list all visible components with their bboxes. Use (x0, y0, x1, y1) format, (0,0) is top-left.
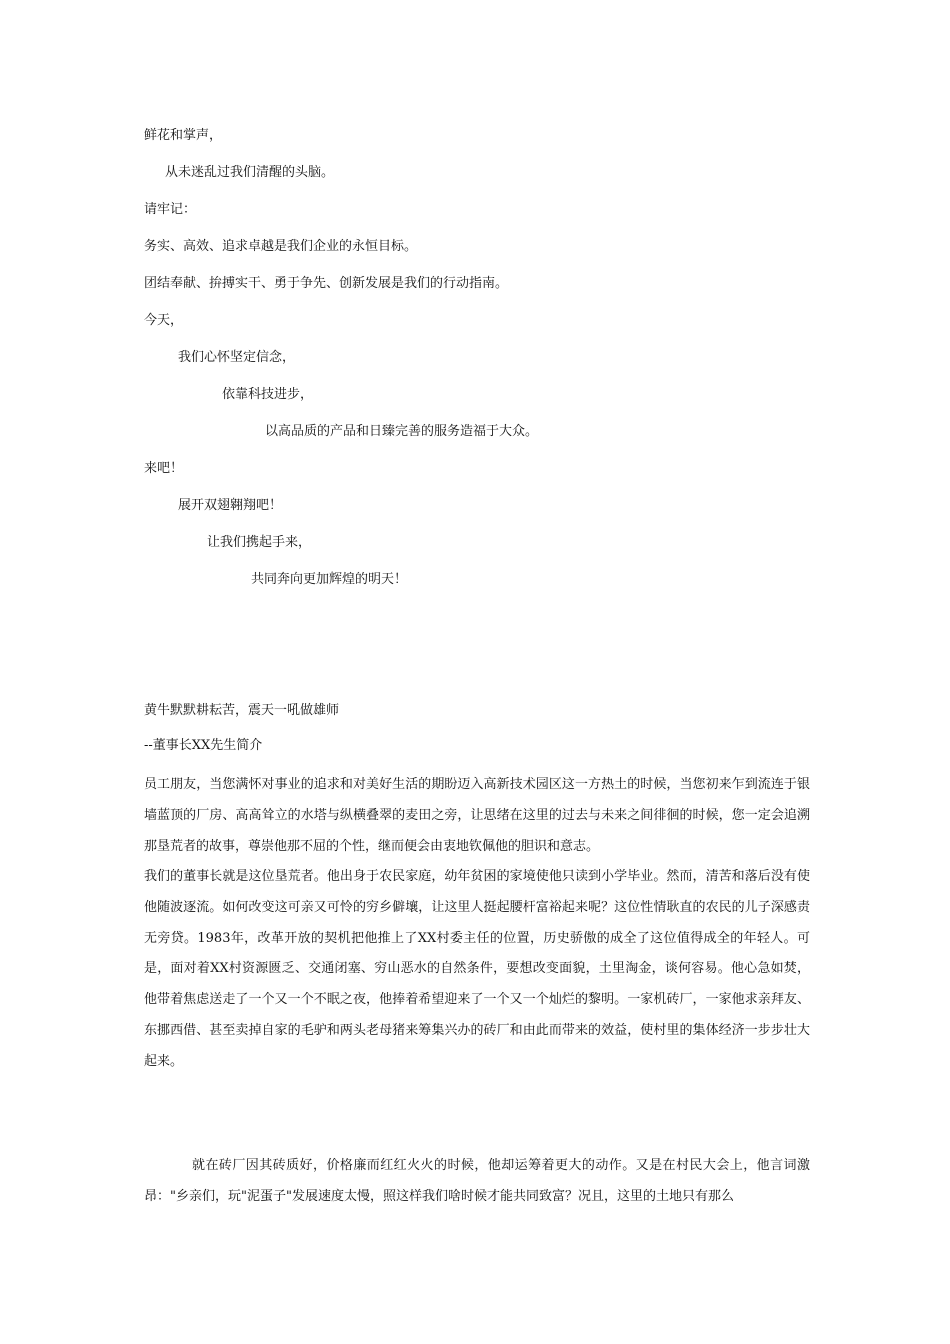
poem-line: 请牢记： (144, 202, 197, 217)
poem-line: 从未迷乱过我们清醒的头脑。 (165, 165, 335, 180)
poem-line: 我们心怀坚定信念， (178, 350, 296, 365)
poem-line: 让我们携起手来， (207, 535, 312, 550)
poem-line: 展开双翅翱翔吧！ (178, 498, 283, 513)
article-paragraph: 员工朋友，当您满怀对事业的追求和对美好生活的期盼迈入高新技术园区这一方热土的时候，当您初来乍到流连于银墙蓝顶的厂房、高高耸立的水塔与纵横叠翠的麦田之旁，让思绪在这里的过去与未来之间徘徊的时候，您一定会追溯那垦荒者的故事，尊崇他那不屈的个性，继而便会由衷地钦佩他的胆识和意志。 (144, 777, 810, 854)
poem-line: 来吧！ (144, 461, 184, 476)
poem-line: 共同奔向更加辉煌的明天！ (251, 572, 408, 587)
poem-line: 团结奉献、拚搏实干、勇于争先、创新发展是我们的行动指南。 (144, 276, 509, 291)
poem-line: 务实、高效、追求卓越是我们企业的永恒目标。 (144, 239, 418, 254)
article-paragraph: 我们的董事长就是这位垦荒者。他出身于农民家庭，幼年贫困的家境使他只读到小学毕业。然而，清苦和落后没有使他随波逐流。如何改变这可亲又可怜的穷乡僻壤，让这里人挺起腰杆富裕起来呢？这位性情耿直的农民的儿子深感责无旁贷。1983年，改革开放的契机把他推上了XX村委主任的位置，历史骄傲的成全了这位值得成全的年轻人。可是，面对着XX村资源匮乏、交通闭塞、穷山恶水的自然条件，要想改变面貌，土里淘金，谈何容易。他心急如焚，他带着焦虑送走了一个又一个不眠之夜，他捧着希望迎来了一个又一个灿烂的黎明。一家机砖厂，一家他求亲拜友、东挪西借、甚至卖掉自家的毛驴和两头老母猪来筹集兴办的砖厂和由此而带来的效益，使村里的集体经济一步步壮大起来。 (144, 869, 810, 1069)
poem-line: 鲜花和掌声， (144, 128, 223, 143)
poem-line: 以高品质的产品和日臻完善的服务造福于大众。 (265, 424, 539, 439)
article-paragraph: 就在砖厂因其砖质好，价格廉而红红火火的时候，他却运筹着更大的动作。又是在村民大会上，他言词激昂："乡亲们，玩"泥蛋子"发展速度太慢，照这样我们啥时候才能共同致富？况且，这里的土地只有那么 (144, 1158, 810, 1204)
article-subtitle: --董事长XX先生简介 (144, 738, 263, 753)
article-title: 黄牛默默耕耘苦，震天一吼做雄师 (144, 703, 340, 718)
poem-line: 依靠科技进步， (222, 387, 314, 402)
poem-line: 今天， (144, 313, 184, 328)
